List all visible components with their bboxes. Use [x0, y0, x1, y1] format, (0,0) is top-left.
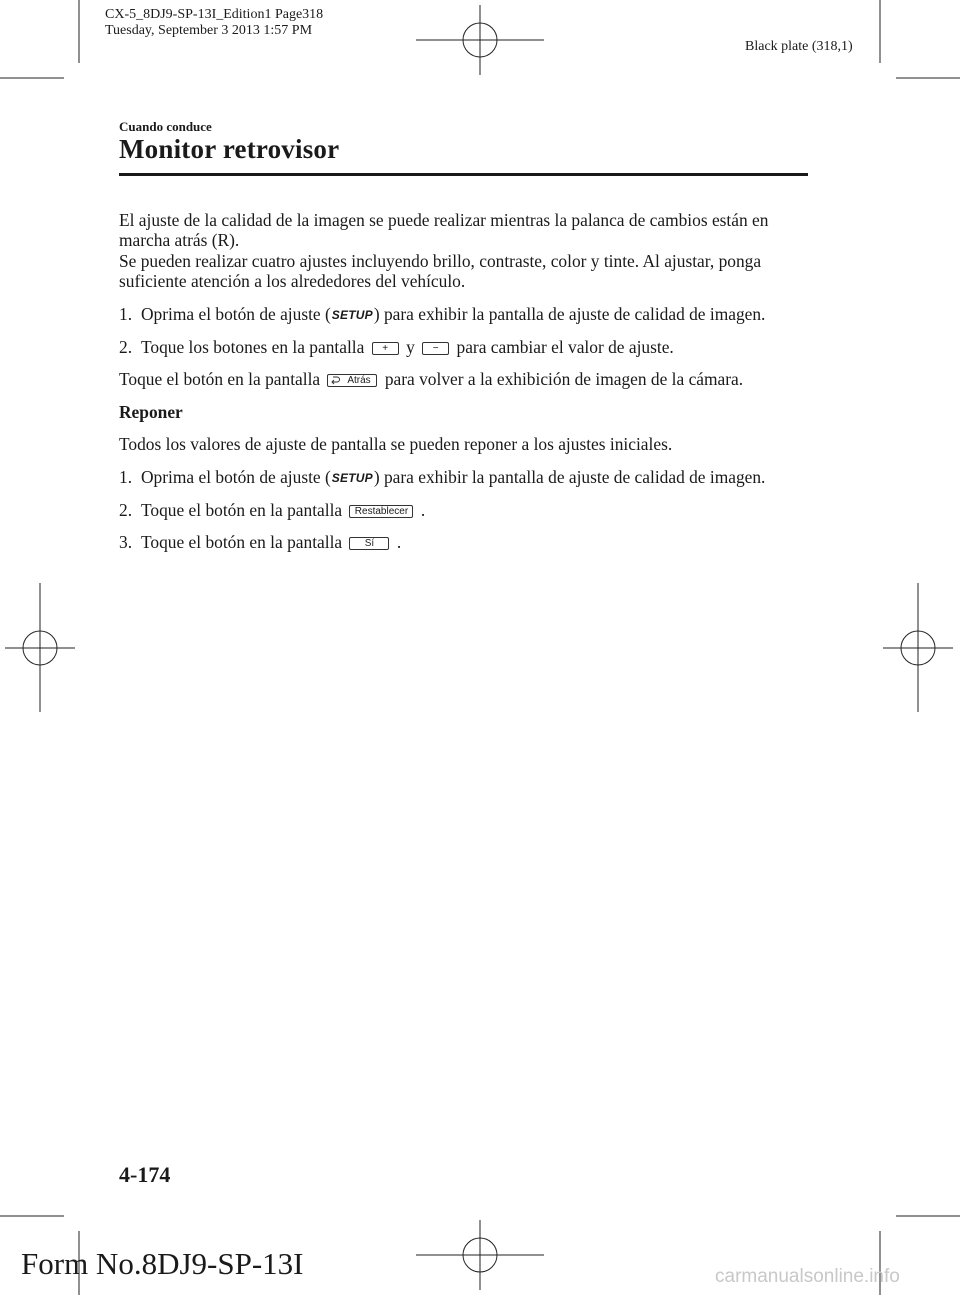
step-number: 1.	[119, 466, 133, 487]
site-watermark: carmanualsonline.info	[715, 1266, 900, 1287]
back-button-icon	[327, 374, 377, 387]
minus-button-icon: −	[422, 342, 449, 355]
setup-button-icon: SETUP	[331, 470, 373, 485]
return-arrow-icon	[330, 375, 340, 386]
paragraph-reset: Todos los valores de ajuste de pantalla se pueden reponer a los ajustes iniciales.	[119, 434, 673, 455]
step-text: .	[396, 532, 402, 553]
page-title: Monitor retrovisor	[119, 134, 340, 164]
title-rule	[119, 173, 808, 176]
subheading-reset: Reponer	[119, 401, 183, 422]
step-text: Toque el botón en la pantalla	[141, 500, 343, 521]
step-text: para cambiar el valor de ajuste.	[456, 337, 674, 358]
list-item	[119, 304, 819, 325]
plate-label: Black plate (318,1)	[745, 39, 853, 54]
yes-button-icon: Sí	[349, 537, 389, 550]
list-item	[119, 500, 819, 520]
section-label: Cuando conduce	[119, 119, 212, 134]
page-number: 4-174	[119, 1162, 171, 1187]
step-text: .	[420, 500, 426, 521]
list-item	[119, 532, 819, 552]
registration-target-top	[416, 5, 544, 75]
registration-target-bottom	[416, 1220, 544, 1290]
step-number: 3.	[119, 532, 133, 553]
step-number: 2.	[119, 500, 133, 521]
list-item	[119, 467, 819, 488]
plus-button-icon: +	[372, 342, 399, 355]
registration-target-left	[5, 583, 75, 712]
setup-button-icon: SETUP	[331, 307, 373, 322]
step-text: Oprima el botón de ajuste (	[141, 303, 331, 324]
paragraph-adjustments: Se pueden realizar cuatro ajustes incluyendo brillo, contraste, color y tinte. Al ajustar, ponga suficiente atención a los alrededores del vehículo.	[119, 250, 762, 292]
paragraph-intro: El ajuste de la calidad de la imagen se puede realizar mientras la palanca de cambios están en marcha atrás (R).	[119, 210, 769, 251]
back-button-label: Atrás	[347, 375, 371, 387]
step-text: Oprima el botón de ajuste (	[141, 466, 331, 487]
step-text: ) para exhibir la pantalla de ajuste de calidad de imagen.	[373, 303, 766, 324]
step-text: y	[406, 337, 415, 358]
doc-id-line: CX-5_8DJ9-SP-13I_Edition1 Page318	[105, 7, 324, 22]
registration-target-right	[883, 583, 953, 712]
doc-date-line: Tuesday, September 3 2013 1:57 PM	[105, 23, 313, 38]
step-text: Toque el botón en la pantalla	[141, 532, 343, 553]
step-number: 2.	[119, 337, 133, 358]
step-number: 1.	[119, 303, 133, 324]
list-item	[119, 337, 819, 357]
page-body	[119, 210, 819, 553]
step-text: para volver a la exhibición de imagen de la cámara.	[384, 369, 744, 390]
step-text: Toque los botones en la pantalla	[141, 337, 365, 358]
form-number: Form No.8DJ9-SP-13I	[21, 1246, 304, 1281]
reset-button-icon: Restablecer	[349, 505, 413, 518]
step-text: Toque el botón en la pantalla	[119, 369, 321, 390]
back-instruction	[119, 369, 819, 389]
step-text: ) para exhibir la pantalla de ajuste de calidad de imagen.	[373, 466, 766, 487]
